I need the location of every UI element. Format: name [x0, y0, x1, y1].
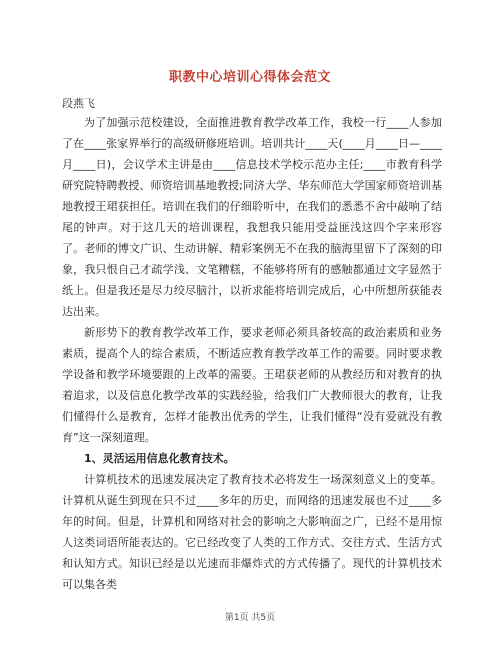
page-footer: 第1页 共5页 [224, 613, 276, 623]
paragraph-1: 为了加强示范校建设，全面推进教育教学改革工作，我校一行____人参加了在____张家界举行的高级研修班培训。培训共计____天(____月____日—____月____日)，会议学术主讲是由____信息技术学校示范办主任;____市教育科学研究院特聘教授、师资培训基地教授;同济大学、华东师范大学国家师资培训基地教授王珺获担任。培训在我们的仔细聆听中，在我们的悉悉不舍中敲响了结尾的钟声。对于这几天的培训课程，我想我只能用受益匪浅这四个字来形容了。老师的博文广识、生动讲解、精彩案例无不在我的脑海里留下了深刻的印象，我只恨自己才疏学浅、文笔糟糕，不能够将所有的感触都通过文字显然于纸上。但是我还是尽力绞尽脑汁，以祈求能将培训完成后，心中所想所获能表达出来。 [62, 116, 442, 318]
paragraph-2: 新形势下的教育教学改革工作，要求老师必须具备较高的政治素质和业务素质，提高个人的综合素质，不断适应教育教学改革工作的需要。同时要求教学设备和教学环境要跟的上改革的需要。王珺获老师的从教经历和对教育的执着追求，以及信息化教学改革的实践经验，给我们广大教师很大的教育，让我们懂得什么是教育，怎样才能教出优秀的学生，让我们懂得“没有爱就没有教育”这一深刻道理。 [62, 326, 442, 444]
author-name: 段燕飞 [62, 97, 95, 110]
section-heading: 1、灵活运用信息化教育技术。 [84, 452, 235, 465]
paragraph-3: 计算机技术的迅速发展决定了教育技术必将发生一场深刻意义上的变革。计算机从诞生到现在只不过____多年的历史，而网络的迅速发展也不过____多年的时间。但是，计算机和网络对社会的影响之大影响面之广，已经不是用惊人这类词语所能表达的。它已经改变了人类的工作方式、交往方式、生活方式和认知方式。知识已经是以光速而非爆炸式的方式传播了。现代的计算机技术可以集各类 [62, 473, 442, 591]
document-title: 职教中心培训心得体会范文 [168, 70, 331, 85]
document-body [62, 112, 442, 595]
